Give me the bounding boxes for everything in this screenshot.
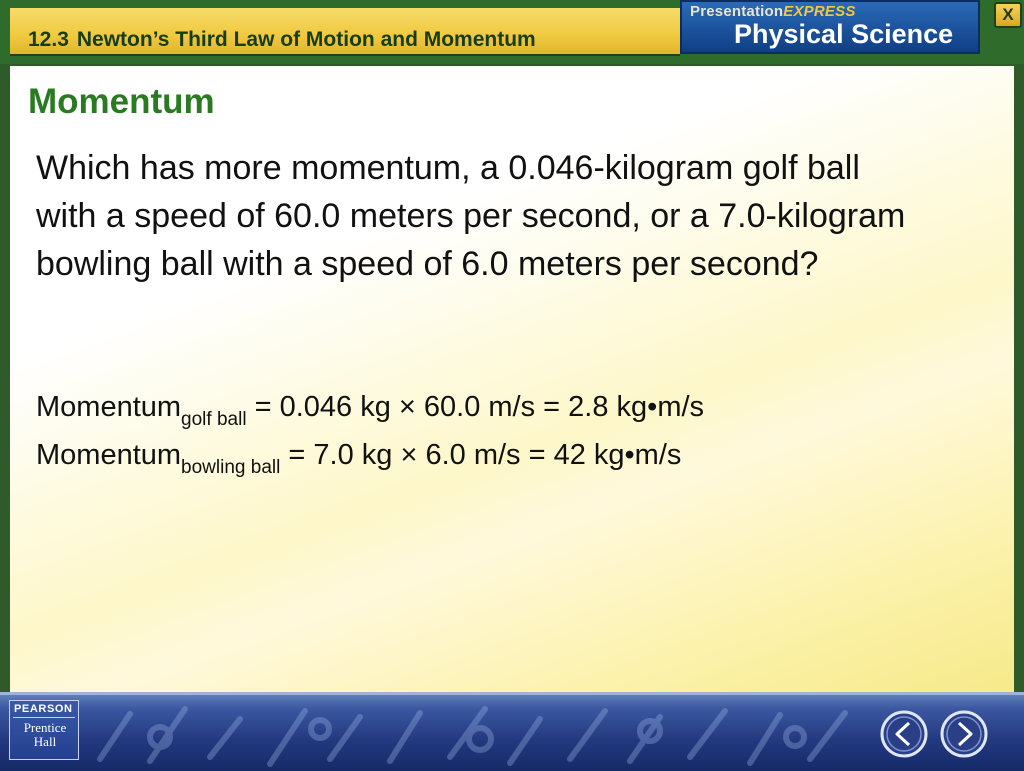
previous-slide-button[interactable] (880, 710, 928, 758)
brand-tagline (690, 3, 856, 20)
header-title-band (10, 8, 680, 56)
arrow-right-circle-icon (940, 710, 988, 758)
publisher-divider (13, 717, 75, 718)
section-heading (28, 28, 536, 52)
brand-prefix: Presentation (690, 3, 784, 20)
brand-express: EXPRESS (783, 3, 856, 20)
equation-rhs: = 7.0 kg × 6.0 m/s = 42 kg•m/s (280, 439, 682, 471)
close-button[interactable]: X (994, 2, 1022, 28)
publisher-name: PEARSON (14, 703, 73, 715)
footer-bar (0, 692, 1024, 771)
header-bar (0, 0, 1024, 64)
equation-rhs: = 0.046 kg × 60.0 m/s = 2.8 kg•m/s (246, 391, 705, 423)
equation-golf-ball (36, 391, 704, 431)
question-text: Which has more momentum, a 0.046-kilogram golf ball with a speed of 60.0 meters per second, or a 7.0-kilogram bowling ball with a speed of 6.0 meters per second? (36, 149, 906, 283)
brand-logo (680, 0, 980, 54)
equation-subscript: golf ball (181, 409, 247, 430)
slide-title: Momentum (28, 82, 215, 121)
brand-name: Physical Science (734, 19, 954, 49)
section-title: Newton’s Third Law of Motion and Momentum (76, 28, 536, 51)
footer-pattern (90, 699, 870, 769)
equation-lhs: Momentum (36, 439, 182, 471)
equation-subscript: bowling ball (181, 457, 281, 478)
next-slide-button[interactable] (940, 710, 988, 758)
section-number: 12.3 (28, 28, 69, 51)
slide-content (10, 66, 1014, 692)
equation-bowling-ball (36, 439, 681, 479)
publisher-imprint: Prentice Hall (23, 720, 67, 749)
equation-lhs: Momentum (36, 391, 182, 423)
publisher-logo (9, 700, 79, 760)
arrow-left-circle-icon (880, 710, 928, 758)
